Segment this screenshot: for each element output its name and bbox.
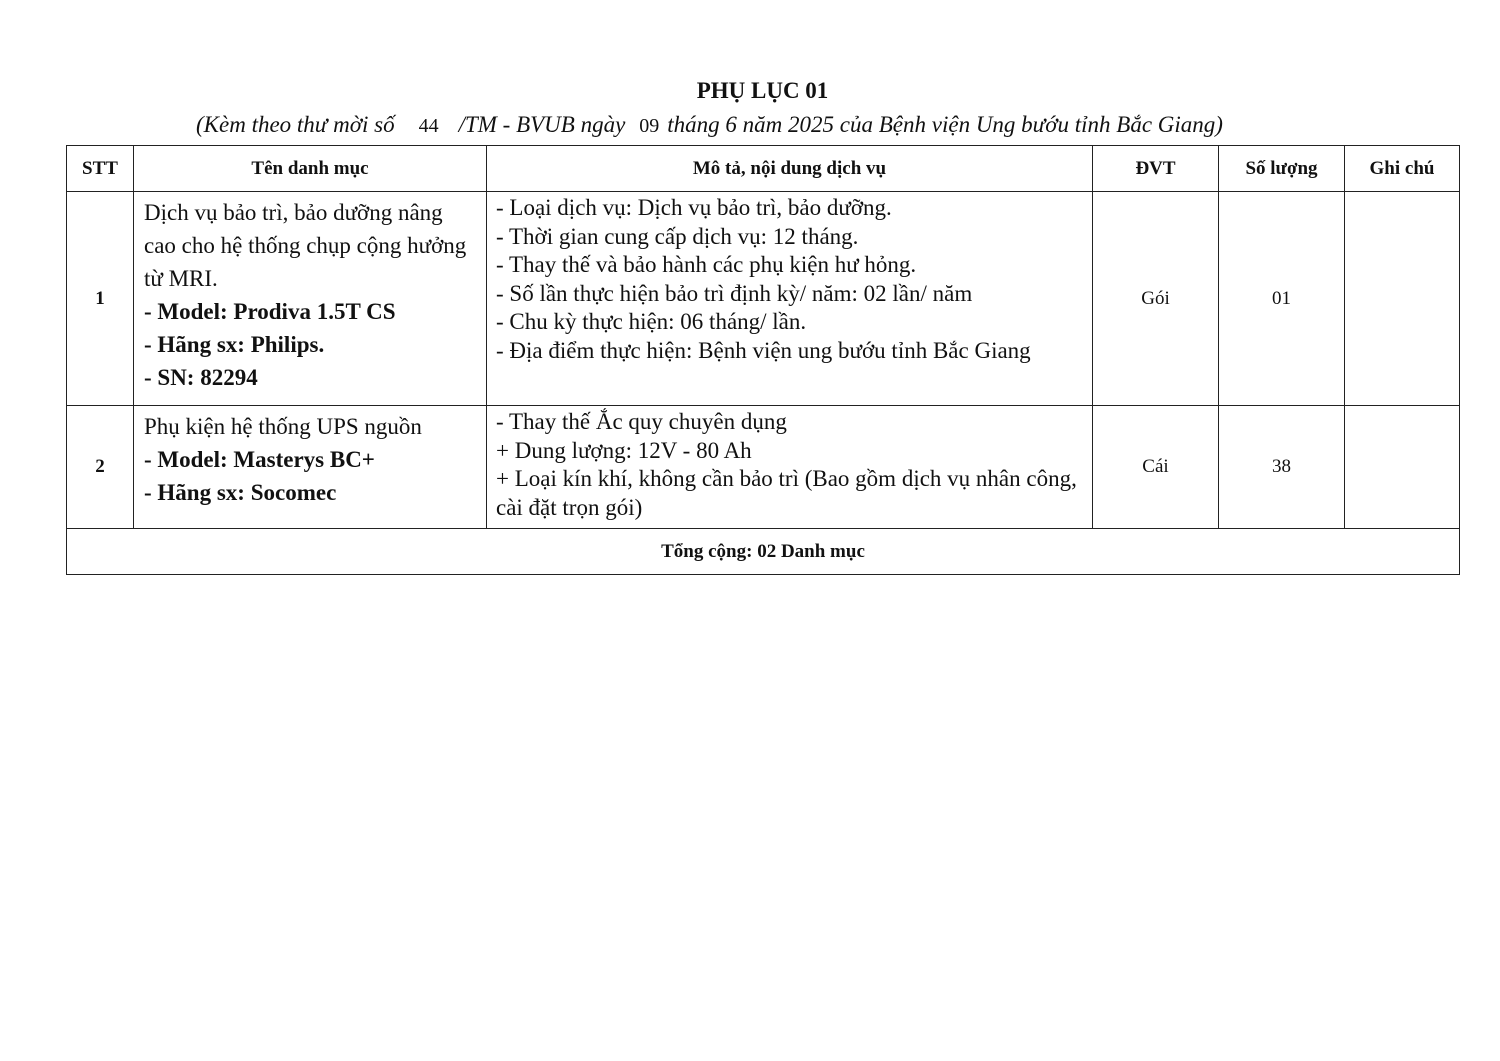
- row-stt: 1: [67, 192, 134, 406]
- row-unit: Gói: [1093, 192, 1219, 406]
- table-header-row: [67, 146, 1460, 192]
- subtitle-part1: (Kèm theo thư mời số: [196, 112, 395, 137]
- document-title: PHỤ LỤC 01: [696, 78, 829, 103]
- document-subtitle: [196, 110, 1396, 141]
- description-line: - Chu kỳ thực hiện: 06 tháng/ lần.: [496, 309, 807, 334]
- subtitle-part3: tháng 6 năm 2025 của Bệnh viện Ung bướu tỉnh Bắc Giang): [667, 112, 1223, 137]
- table-row: [67, 406, 1460, 529]
- description-line: - Thay thế và bảo hành các phụ kiện hư hỏng.: [496, 252, 917, 277]
- description-line: + Dung lượng: 12V - 80 Ah: [496, 437, 752, 463]
- invitation-number: 44: [418, 115, 439, 137]
- total-row: [67, 529, 1460, 575]
- row-model: - Model: Masterys BC+: [144, 447, 375, 472]
- row-name-cell: [134, 406, 487, 529]
- row-stt: 2: [67, 406, 134, 529]
- row-quantity: 38: [1219, 406, 1345, 529]
- header-stt: STT: [67, 146, 134, 192]
- header-unit: ĐVT: [1093, 146, 1219, 192]
- description-line: - Thời gian cung cấp dịch vụ: 12 tháng.: [496, 223, 859, 249]
- row-name-cell: [134, 192, 487, 406]
- description-line: - Thay thế Ắc quy chuyên dụng: [496, 409, 787, 434]
- description-line: - Số lần thực hiện bảo trì định kỳ/ năm: 02 lần/ năm: [496, 280, 973, 306]
- table-row: [67, 192, 1460, 406]
- row-manufacturer: - Hãng sx: Socomec: [144, 480, 337, 505]
- row-serial: - SN: 82294: [144, 365, 258, 390]
- row-unit: Cái: [1093, 406, 1219, 529]
- row-name: Dịch vụ bảo trì, bảo dưỡng nâng cao cho hệ thống chụp cộng hưởng từ MRI.: [144, 200, 467, 291]
- appendix-table: [66, 145, 1460, 575]
- row-description-cell: [487, 192, 1093, 406]
- header-quantity: Số lượng: [1219, 146, 1345, 192]
- total-label: Tổng cộng: 02 Danh mục: [67, 529, 1460, 575]
- header-name: Tên danh mục: [134, 146, 487, 192]
- description-line: - Địa điểm thực hiện: Bệnh viện ung bướu tỉnh Bắc Giang: [496, 337, 1031, 363]
- header-note: Ghi chú: [1345, 146, 1460, 192]
- row-description-cell: [487, 406, 1093, 529]
- invitation-day: 09: [639, 115, 660, 137]
- description-line: + Loại kín khí, không cần bảo trì (Bao gồm dịch vụ nhân công, cài đặt trọn gói): [496, 466, 1077, 520]
- row-model: - Model: Prodiva 1.5T CS: [144, 299, 396, 324]
- description-line: - Loại dịch vụ: Dịch vụ bảo trì, bảo dưỡng.: [496, 195, 892, 220]
- row-manufacturer: - Hãng sx: Philips.: [144, 332, 325, 357]
- header-description: Mô tả, nội dung dịch vụ: [487, 146, 1093, 192]
- row-quantity: 01: [1219, 192, 1345, 406]
- row-note: [1345, 406, 1460, 529]
- row-note: [1345, 192, 1460, 406]
- subtitle-part2: /TM - BVUB ngày: [458, 112, 626, 137]
- row-name: Phụ kiện hệ thống UPS nguồn: [144, 414, 422, 439]
